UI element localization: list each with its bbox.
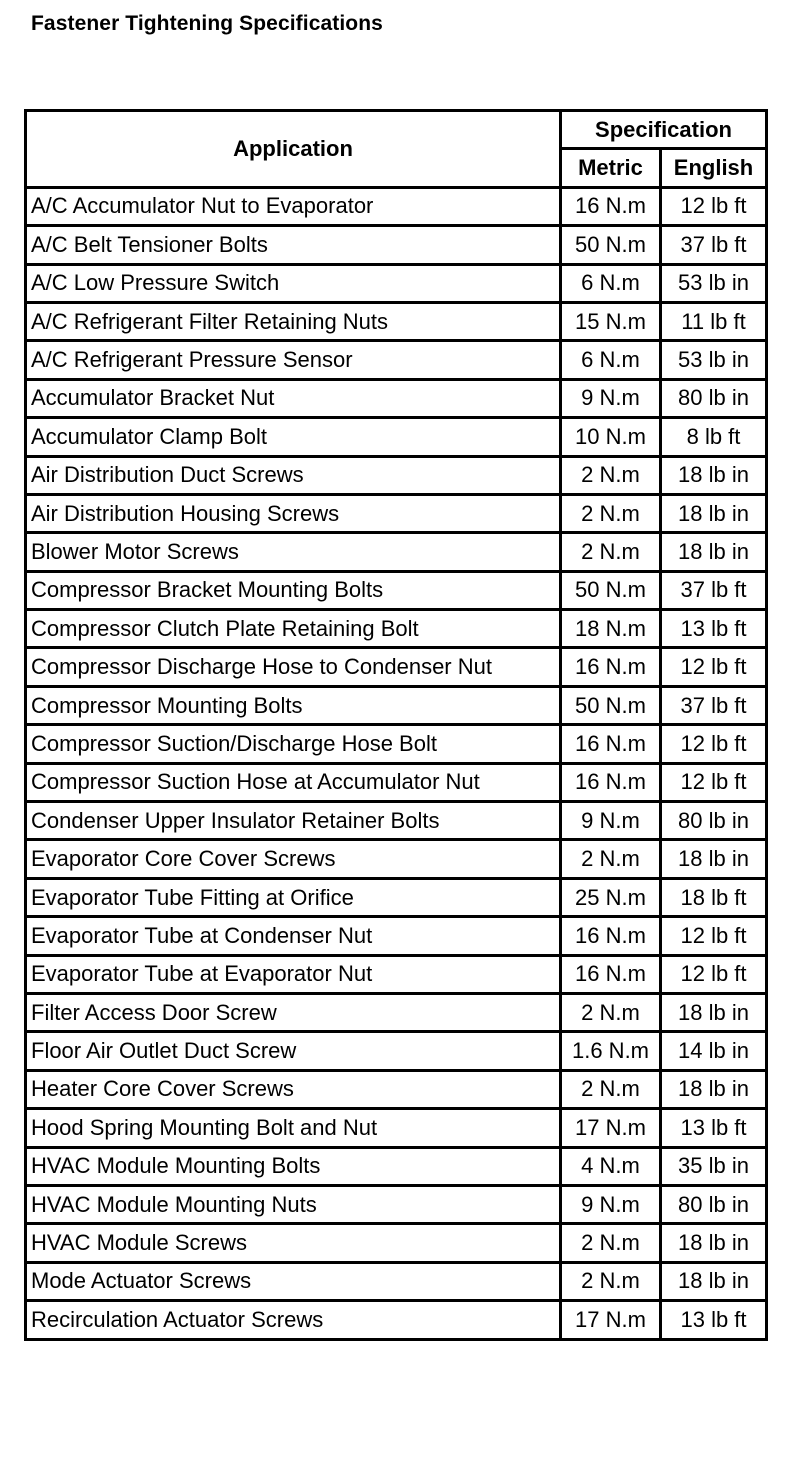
application-cell: HVAC Module Mounting Nuts <box>26 1185 561 1223</box>
english-cell: 35 lb in <box>661 1147 767 1185</box>
metric-header: Metric <box>561 149 661 187</box>
english-cell: 80 lb in <box>661 802 767 840</box>
metric-cell: 50 N.m <box>561 571 661 609</box>
table-row <box>26 494 767 532</box>
metric-cell: 2 N.m <box>561 533 661 571</box>
table-row <box>26 1147 767 1185</box>
english-cell: 11 lb ft <box>661 302 767 340</box>
table-row <box>26 1109 767 1147</box>
metric-cell: 17 N.m <box>561 1301 661 1339</box>
spec-table-body <box>26 187 767 1339</box>
application-cell: Floor Air Outlet Duct Screw <box>26 1032 561 1070</box>
metric-cell: 6 N.m <box>561 264 661 302</box>
table-row <box>26 341 767 379</box>
application-cell: Air Distribution Duct Screws <box>26 456 561 494</box>
table-row <box>26 302 767 340</box>
application-cell: HVAC Module Screws <box>26 1224 561 1262</box>
application-cell: Condenser Upper Insulator Retainer Bolts <box>26 802 561 840</box>
english-cell: 18 lb in <box>661 533 767 571</box>
application-cell: HVAC Module Mounting Bolts <box>26 1147 561 1185</box>
table-row <box>26 840 767 878</box>
metric-cell: 17 N.m <box>561 1109 661 1147</box>
english-cell: 37 lb ft <box>661 686 767 724</box>
fastener-spec-table <box>24 109 768 1341</box>
table-row <box>26 686 767 724</box>
application-cell: Heater Core Cover Screws <box>26 1070 561 1108</box>
metric-cell: 4 N.m <box>561 1147 661 1185</box>
metric-cell: 50 N.m <box>561 686 661 724</box>
specification-header: Specification <box>561 111 767 149</box>
english-cell: 14 lb in <box>661 1032 767 1070</box>
english-cell: 80 lb in <box>661 379 767 417</box>
metric-cell: 16 N.m <box>561 725 661 763</box>
metric-cell: 25 N.m <box>561 878 661 916</box>
english-cell: 18 lb in <box>661 456 767 494</box>
table-row <box>26 610 767 648</box>
application-cell: A/C Low Pressure Switch <box>26 264 561 302</box>
page-title: Fastener Tightening Specifications <box>31 12 383 35</box>
table-row <box>26 1070 767 1108</box>
table-row <box>26 418 767 456</box>
table-row <box>26 725 767 763</box>
english-cell: 12 lb ft <box>661 187 767 225</box>
table-row <box>26 955 767 993</box>
english-cell: 53 lb in <box>661 341 767 379</box>
english-cell: 12 lb ft <box>661 725 767 763</box>
english-cell: 18 lb ft <box>661 878 767 916</box>
table-row <box>26 533 767 571</box>
metric-cell: 2 N.m <box>561 1070 661 1108</box>
english-cell: 13 lb ft <box>661 1109 767 1147</box>
table-row <box>26 456 767 494</box>
metric-cell: 9 N.m <box>561 802 661 840</box>
table-row <box>26 1262 767 1300</box>
application-cell: Evaporator Tube Fitting at Orifice <box>26 878 561 916</box>
metric-cell: 2 N.m <box>561 1262 661 1300</box>
english-cell: 18 lb in <box>661 1224 767 1262</box>
application-cell: Compressor Bracket Mounting Bolts <box>26 571 561 609</box>
application-cell: A/C Refrigerant Filter Retaining Nuts <box>26 302 561 340</box>
english-cell: 12 lb ft <box>661 917 767 955</box>
application-cell: Compressor Suction/Discharge Hose Bolt <box>26 725 561 763</box>
table-row <box>26 1224 767 1262</box>
english-header: English <box>661 149 767 187</box>
metric-cell: 6 N.m <box>561 341 661 379</box>
english-cell: 18 lb in <box>661 993 767 1031</box>
application-cell: Air Distribution Housing Screws <box>26 494 561 532</box>
english-cell: 12 lb ft <box>661 648 767 686</box>
application-cell: Compressor Mounting Bolts <box>26 686 561 724</box>
application-cell: Accumulator Clamp Bolt <box>26 418 561 456</box>
metric-cell: 16 N.m <box>561 648 661 686</box>
application-cell: A/C Refrigerant Pressure Sensor <box>26 341 561 379</box>
english-cell: 18 lb in <box>661 494 767 532</box>
english-cell: 37 lb ft <box>661 226 767 264</box>
application-cell: A/C Belt Tensioner Bolts <box>26 226 561 264</box>
metric-cell: 50 N.m <box>561 226 661 264</box>
metric-cell: 9 N.m <box>561 379 661 417</box>
metric-cell: 2 N.m <box>561 494 661 532</box>
application-cell: Evaporator Core Cover Screws <box>26 840 561 878</box>
table-row <box>26 226 767 264</box>
table-row <box>26 379 767 417</box>
application-cell: Compressor Suction Hose at Accumulator Nut <box>26 763 561 801</box>
table-row <box>26 1185 767 1223</box>
table-row <box>26 1301 767 1339</box>
application-header: Application <box>26 111 561 188</box>
english-cell: 13 lb ft <box>661 1301 767 1339</box>
metric-cell: 10 N.m <box>561 418 661 456</box>
table-row <box>26 648 767 686</box>
english-cell: 13 lb ft <box>661 610 767 648</box>
metric-cell: 15 N.m <box>561 302 661 340</box>
metric-cell: 16 N.m <box>561 955 661 993</box>
english-cell: 80 lb in <box>661 1185 767 1223</box>
metric-cell: 2 N.m <box>561 993 661 1031</box>
application-cell: Evaporator Tube at Evaporator Nut <box>26 955 561 993</box>
metric-cell: 9 N.m <box>561 1185 661 1223</box>
metric-cell: 18 N.m <box>561 610 661 648</box>
metric-cell: 1.6 N.m <box>561 1032 661 1070</box>
table-row <box>26 917 767 955</box>
application-cell: Blower Motor Screws <box>26 533 561 571</box>
metric-cell: 16 N.m <box>561 763 661 801</box>
metric-cell: 2 N.m <box>561 840 661 878</box>
table-row <box>26 187 767 225</box>
application-cell: Evaporator Tube at Condenser Nut <box>26 917 561 955</box>
english-cell: 18 lb in <box>661 1262 767 1300</box>
application-cell: Recirculation Actuator Screws <box>26 1301 561 1339</box>
metric-cell: 16 N.m <box>561 917 661 955</box>
table-row <box>26 802 767 840</box>
english-cell: 53 lb in <box>661 264 767 302</box>
english-cell: 37 lb ft <box>661 571 767 609</box>
table-row <box>26 1032 767 1070</box>
metric-cell: 16 N.m <box>561 187 661 225</box>
english-cell: 18 lb in <box>661 1070 767 1108</box>
application-cell: Compressor Clutch Plate Retaining Bolt <box>26 610 561 648</box>
metric-cell: 2 N.m <box>561 1224 661 1262</box>
application-cell: Filter Access Door Screw <box>26 993 561 1031</box>
table-row <box>26 571 767 609</box>
english-cell: 12 lb ft <box>661 955 767 993</box>
english-cell: 18 lb in <box>661 840 767 878</box>
metric-cell: 2 N.m <box>561 456 661 494</box>
english-cell: 12 lb ft <box>661 763 767 801</box>
english-cell: 8 lb ft <box>661 418 767 456</box>
table-row <box>26 264 767 302</box>
application-cell: A/C Accumulator Nut to Evaporator <box>26 187 561 225</box>
application-cell: Hood Spring Mounting Bolt and Nut <box>26 1109 561 1147</box>
table-row <box>26 878 767 916</box>
application-cell: Compressor Discharge Hose to Condenser Nut <box>26 648 561 686</box>
table-row <box>26 993 767 1031</box>
table-row <box>26 763 767 801</box>
application-cell: Accumulator Bracket Nut <box>26 379 561 417</box>
application-cell: Mode Actuator Screws <box>26 1262 561 1300</box>
